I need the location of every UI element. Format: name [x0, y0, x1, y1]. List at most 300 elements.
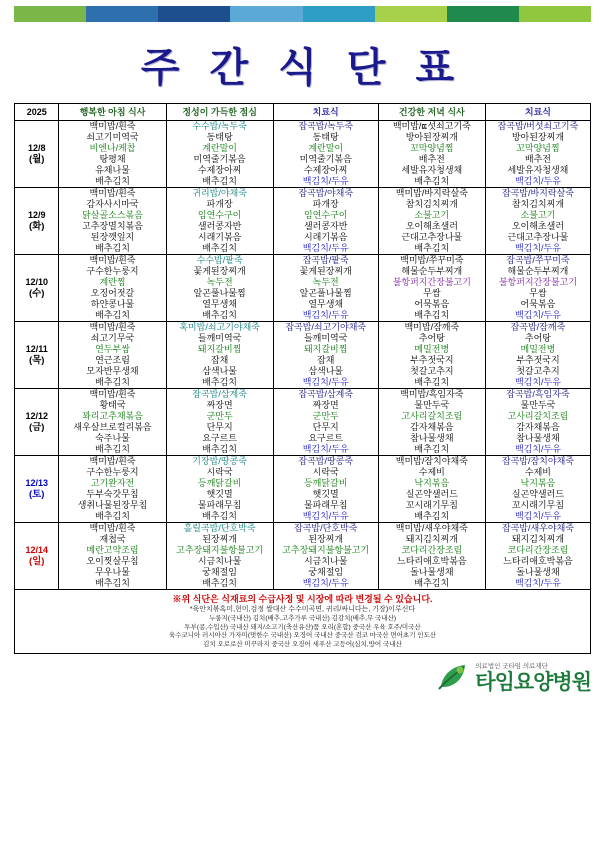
- date-cell: [15, 188, 59, 255]
- menu-item: 소불고기: [520, 210, 556, 220]
- menu-item: 고추장돼지불항불고기: [176, 545, 264, 555]
- menu-item: 짜장면: [206, 400, 233, 410]
- date-cell: [15, 389, 59, 456]
- menu-item: 하얀콩나물: [90, 299, 135, 309]
- menu-item: 단무지: [312, 422, 339, 432]
- menu-item: 닭살골소스볶음: [82, 210, 143, 220]
- menu-item: 꼬막양념찜: [410, 143, 454, 153]
- meal-cell-lunch-therapy: [273, 389, 378, 456]
- meal-cell-breakfast: [59, 523, 166, 590]
- menu-item: 배추김치: [202, 511, 237, 521]
- menu-item: 방아된장찌개: [405, 132, 458, 142]
- meal-cell-dinner: [378, 322, 485, 389]
- table-row: [15, 255, 591, 322]
- menu-item: 잡곡밥/흑임자죽: [506, 389, 570, 399]
- header-dinner-therapy: 치료식: [485, 104, 590, 121]
- menu-item: 임연수구이: [303, 210, 348, 220]
- menu-item: 잡곡밥/바지락살죽: [501, 188, 574, 198]
- menu-item: 계란말이: [202, 143, 237, 153]
- menu-item: 돌나물생채: [410, 567, 454, 577]
- decorative-color-strip: [14, 6, 591, 22]
- menu-item: 첫갈고추지: [516, 366, 560, 376]
- meal-cell-lunch-therapy: [273, 255, 378, 322]
- menu-page: [0, 6, 605, 868]
- origin-line: 누룽지(국내산) 김치(배추,고추가루 국내산) 김감치(배추,무 국내산): [208, 615, 397, 622]
- menu-item: 동태탕: [312, 132, 339, 142]
- menu-item: 잡채: [210, 355, 229, 365]
- menu-item: 새우살브로컬리볶음: [73, 422, 152, 432]
- menu-item: 배추김치: [414, 243, 450, 253]
- date-number: 12/14: [25, 545, 48, 555]
- menu-item: 코다리간장조림: [507, 545, 569, 555]
- menu-item: 수수밥/녹두죽: [192, 121, 247, 131]
- menu-item: 배추김치: [414, 578, 450, 588]
- weekly-menu-table: [14, 103, 591, 590]
- menu-item: 부추젓국지: [410, 355, 454, 365]
- menu-item: 잡곡밥/쇠고기야채죽: [285, 322, 367, 332]
- meal-cell-dinner: [378, 456, 485, 523]
- menu-item: 근대고추장나물: [401, 232, 463, 242]
- menu-item: 배추전: [524, 154, 551, 164]
- menu-item: 감자채볶음: [410, 422, 454, 432]
- menu-item: 백미밥/흰죽: [89, 121, 136, 131]
- menu-item: 시락국: [206, 467, 233, 477]
- menu-item: 궁채절임: [308, 567, 344, 577]
- menu-item: 수제장아찌: [197, 165, 242, 175]
- meal-cell-dinner-therapy: [485, 389, 590, 456]
- origin-line: 투부(콩,수입산) 국내산 돼지/소고기(축산유산)품 오리(혼합) 중국산 우육 호주/미국산: [184, 623, 421, 631]
- menu-item: 백미밥/흰죽: [89, 523, 136, 533]
- menu-item: 백미밥/쭈꾸미죽: [400, 255, 464, 265]
- menu-item: 배추김치: [414, 444, 450, 454]
- header-year: 2025: [15, 104, 59, 121]
- meal-cell-lunch: [166, 322, 273, 389]
- notice-headline: ※위 식단은 식재료의 수급사정 및 시장에 따라 변경될 수 있습니다.: [172, 594, 433, 604]
- menu-item: 돼지갈비찜: [303, 344, 348, 354]
- menu-item: 잡곡밥/땅콩죽: [298, 456, 354, 466]
- menu-item: 무쌈: [423, 288, 441, 298]
- menu-item: 백김치/두유: [514, 444, 561, 454]
- menu-item: 잡곡밥/팥죽: [302, 255, 349, 265]
- menu-item: 백김치/두유: [302, 578, 349, 588]
- date-number: 12/11: [25, 344, 48, 354]
- menu-item: 세발유자청생채: [401, 165, 463, 175]
- menu-item: 잡채: [317, 355, 335, 365]
- menu-item: 된장찌개: [202, 534, 237, 544]
- menu-item: 시락국: [312, 467, 339, 477]
- meal-cell-breakfast: [59, 188, 166, 255]
- menu-item: 꽃게된장찌개: [193, 266, 246, 276]
- menu-item: 동태탕: [206, 132, 233, 142]
- meal-cell-dinner-therapy: [485, 523, 590, 590]
- menu-item: 백김치/두유: [302, 176, 349, 186]
- meal-cell-dinner: [378, 188, 485, 255]
- menu-item: 재첩국: [99, 534, 126, 544]
- meal-cell-lunch-therapy: [273, 188, 378, 255]
- meal-cell-dinner-therapy: [485, 188, 590, 255]
- menu-item: 물만두국: [414, 400, 450, 410]
- menu-item: 배추김치: [95, 310, 130, 320]
- menu-item: 백김치/두유: [514, 310, 561, 320]
- menu-item: 군만두: [206, 411, 233, 421]
- menu-item: 들깨미역국: [197, 333, 242, 343]
- menu-item: 햇깃멸: [312, 489, 339, 499]
- menu-item: 배추김치: [95, 176, 130, 186]
- menu-item: 홀릴곡밥/단호박죽: [183, 523, 256, 533]
- date-number: 12/12: [25, 411, 48, 421]
- menu-item: 잡곡밥/잠치야채죽: [501, 456, 574, 466]
- menu-item: 코다리간장조림: [401, 545, 463, 555]
- menu-item: 궁채절임: [202, 567, 237, 577]
- menu-item: 방아된장찌개: [511, 132, 565, 142]
- menu-item: 단무지: [206, 422, 233, 432]
- strip-segment-8: [519, 6, 591, 22]
- date-weekday: (토): [28, 489, 45, 500]
- menu-item: 백김치/두유: [514, 176, 561, 186]
- menu-item: 꼬시래기무침: [511, 500, 565, 510]
- meal-cell-breakfast: [59, 322, 166, 389]
- menu-item: 백김치/두유: [302, 511, 349, 521]
- menu-item: 배추김치: [414, 310, 450, 320]
- menu-item: 샐러콩자반: [303, 221, 348, 231]
- menu-item: 샐러콩자반: [197, 221, 242, 231]
- meal-cell-dinner-therapy: [485, 456, 590, 523]
- menu-item: 오이해초샐러: [511, 221, 565, 231]
- menu-item: 소불고기: [414, 210, 450, 220]
- menu-item: 요구르트: [308, 433, 344, 443]
- menu-item: 물파래무침: [197, 500, 242, 510]
- menu-item: 백미밥/잠치야채죽: [395, 456, 468, 466]
- menu-item: 잡곡밥/녹두죽: [298, 121, 354, 131]
- menu-item: 시래기볶음: [303, 232, 348, 242]
- menu-item: 꽈리고추채볶음: [82, 411, 143, 421]
- date-weekday: (목): [28, 355, 45, 366]
- origin-line: 육수코니아 러시아산 가자미(멋한수 국내산) 오징어 국내산 중국산 검코 마국산 면어초기 인도산: [168, 632, 437, 639]
- menu-item: 녹두전: [312, 277, 339, 287]
- menu-item: 메란고약조림: [86, 545, 139, 555]
- menu-item: 어묵볶음: [414, 299, 450, 309]
- date-cell: [15, 523, 59, 590]
- table-row: [15, 121, 591, 188]
- menu-item: 숙주나물: [95, 433, 130, 443]
- meal-cell-dinner: [378, 389, 485, 456]
- table-header-row: [15, 104, 591, 121]
- menu-item: 돌나물생채: [516, 567, 560, 577]
- menu-item: 고사리갈치조림: [401, 411, 463, 421]
- date-number: 12/9: [27, 210, 46, 220]
- menu-item: 배추김치: [202, 310, 237, 320]
- notice-subline: *육안치볶혹미,현미,검정 쌀대산 수수미곡면, 귀리/싸니다는, 기장)이루신다: [189, 606, 416, 613]
- menu-item: 귀리밥/야채죽: [192, 188, 247, 198]
- menu-item: 잡곡밥/쭈꾸미죽: [506, 255, 570, 265]
- menu-item: 백미밥/흰죽: [89, 255, 136, 265]
- menu-item: 백김치/두유: [302, 243, 349, 253]
- menu-item: 잡곡밥/야채죽: [298, 188, 354, 198]
- menu-item: 시금치나물: [197, 556, 242, 566]
- date-cell: [15, 121, 59, 188]
- menu-item: 모자반무생채: [86, 366, 139, 376]
- menu-item: 낙지볶음: [414, 478, 450, 488]
- menu-item: 배추김치: [202, 176, 237, 186]
- menu-item: 꽃게된장찌개: [299, 266, 352, 276]
- notice-box: [14, 590, 591, 654]
- menu-item: 근대고추장나물: [507, 232, 569, 242]
- date-cell: [15, 456, 59, 523]
- menu-item: 부추젓국지: [516, 355, 560, 365]
- menu-item: 백미밥/흰죽: [89, 322, 136, 332]
- menu-item: 백미밥/흰죽: [89, 389, 136, 399]
- date-weekday: (일): [28, 556, 45, 567]
- hospital-logo: [435, 660, 591, 694]
- menu-item: 물파래무침: [303, 500, 348, 510]
- menu-item: 백김치/두유: [514, 511, 561, 521]
- logo-subtitle: 의료법인 굿타임 의료재단: [475, 662, 548, 670]
- table-row: [15, 322, 591, 389]
- menu-item: 미역줄기볶음: [299, 154, 352, 164]
- menu-item: 짜장면: [312, 400, 339, 410]
- menu-item: 고기완자전: [90, 478, 135, 488]
- menu-item: 오이해초샐러: [405, 221, 458, 231]
- header-lunch: 정성이 가득한 점심: [166, 104, 273, 121]
- menu-item: 고사리갈치조림: [507, 411, 569, 421]
- menu-item: 파개장: [206, 199, 233, 209]
- menu-item: 두부숙갓무침: [86, 489, 139, 499]
- menu-item: 배추김치: [202, 444, 237, 454]
- menu-item: 배추김치: [414, 176, 450, 186]
- strip-segment-7: [447, 6, 519, 22]
- menu-item: 느타리애호박볶음: [397, 556, 467, 566]
- menu-item: 고추장돼지불항불고기: [282, 545, 370, 555]
- meal-cell-lunch: [166, 121, 273, 188]
- table-row: [15, 456, 591, 523]
- menu-item: 배추김치: [202, 578, 237, 588]
- date-weekday: (금): [28, 422, 45, 433]
- menu-item: 기장밥/땅콩죽: [192, 456, 247, 466]
- menu-item: 혹미밥/쇠고기야채죽: [179, 322, 260, 332]
- menu-item: 실곤약샐러드: [511, 489, 565, 499]
- menu-item: 잡곡밥/삼계죽: [298, 389, 354, 399]
- meal-cell-lunch-therapy: [273, 523, 378, 590]
- menu-item: 시금치나물: [303, 556, 348, 566]
- menu-item: 고추장멸치볶음: [82, 221, 143, 231]
- meal-cell-breakfast: [59, 389, 166, 456]
- menu-item: 느타리애호박볶음: [503, 556, 573, 566]
- menu-item: 어묵볶음: [520, 299, 556, 309]
- menu-item: 참치김치찌개: [511, 199, 565, 209]
- menu-item: 구수한누룽지: [86, 467, 139, 477]
- menu-item: 감자사시마국: [86, 199, 139, 209]
- menu-item: 수제비: [524, 467, 551, 477]
- menu-item: 생취나물된장무침: [77, 500, 148, 510]
- menu-item: 잡곡밥/삼계죽: [192, 389, 247, 399]
- table-head: [15, 104, 591, 121]
- menu-item: 유채나물: [95, 165, 130, 175]
- strip-segment-6: [375, 6, 447, 22]
- menu-item: 불항퍼지간장불고기: [498, 277, 578, 287]
- meal-cell-lunch: [166, 188, 273, 255]
- menu-item: 참나물생채: [516, 433, 560, 443]
- menu-item: 된장찌개: [308, 534, 344, 544]
- date-weekday: (월): [28, 154, 45, 165]
- menu-item: 삼색나물: [308, 366, 344, 376]
- menu-item: 수수밥/팥죽: [196, 255, 243, 265]
- menu-item: 해물순두부찌개: [507, 266, 569, 276]
- menu-item: 수제비: [418, 467, 445, 477]
- menu-item: 백김치/두유: [302, 310, 349, 320]
- menu-item: 열무생채: [308, 299, 344, 309]
- menu-item: 배추김치: [95, 511, 130, 521]
- menu-item: 알곤풀나물찜: [193, 288, 246, 298]
- menu-item: 잡곡밥/단호박죽: [294, 523, 358, 533]
- menu-item: 배추김치: [95, 377, 130, 387]
- strip-segment-3: [158, 6, 230, 22]
- meal-cell-breakfast: [59, 255, 166, 322]
- meal-cell-lunch-therapy: [273, 121, 378, 188]
- menu-item: 백김치/두유: [514, 243, 561, 253]
- strip-segment-5: [303, 6, 375, 22]
- menu-item: 감자채볶음: [516, 422, 560, 432]
- date-weekday: (수): [28, 288, 45, 299]
- strip-segment-1: [14, 6, 86, 22]
- menu-item: 백미밥/잠깨죽: [404, 322, 460, 332]
- menu-item: 오징어젓갈: [90, 288, 135, 298]
- menu-item: 첫갈고추지: [410, 366, 454, 376]
- menu-item: 파개장: [312, 199, 339, 209]
- menu-item: 메밀전병: [520, 344, 556, 354]
- menu-item: 추어탕: [524, 333, 551, 343]
- menu-item: 녹두전: [206, 277, 233, 287]
- menu-item: 계란찜: [99, 277, 126, 287]
- logo-title: 타임요양병원: [475, 669, 591, 694]
- menu-item: 군만두: [312, 411, 339, 421]
- header-dinner: 건강한 저녁 식사: [378, 104, 485, 121]
- date-cell: [15, 255, 59, 322]
- menu-item: 잡곡밥/버섯쇠고기죽: [497, 121, 579, 131]
- menu-item: 추어탕: [418, 333, 445, 343]
- date-number: 12/13: [25, 478, 48, 488]
- menu-item: 된장깻잎지: [90, 232, 135, 242]
- menu-item: 연근조림: [95, 355, 130, 365]
- menu-item: 백미밥/흑임자죽: [400, 389, 464, 399]
- menu-item: 물만두국: [520, 400, 556, 410]
- menu-item: 백김치/두유: [514, 578, 561, 588]
- date-number: 12/8: [27, 143, 46, 153]
- meal-cell-lunch: [166, 523, 273, 590]
- menu-item: 등깨닭갈비: [303, 478, 348, 488]
- date-number: 12/10: [25, 277, 48, 287]
- menu-item: 꼬시래기무침: [405, 500, 458, 510]
- footer: [14, 660, 591, 706]
- menu-item: 탕평채: [99, 154, 126, 164]
- menu-item: 시래기볶음: [197, 232, 242, 242]
- menu-item: 들깨미역국: [303, 333, 348, 343]
- menu-item: 배추김치: [202, 377, 237, 387]
- page-title-wrap: [0, 36, 605, 93]
- menu-item: 백미밥/바지락살죽: [395, 188, 468, 198]
- menu-item: 쇠고기무국: [90, 333, 135, 343]
- header-breakfast: 행복한 아침 식사: [59, 104, 166, 121]
- menu-item: 꼬막양념찜: [516, 143, 560, 153]
- menu-item: 백미밥/흰죽: [89, 456, 136, 466]
- header-lunch-therapy: 치료식: [273, 104, 378, 121]
- meal-cell-lunch: [166, 389, 273, 456]
- menu-item: 낙지볶음: [520, 478, 556, 488]
- meal-cell-dinner-therapy: [485, 322, 590, 389]
- menu-item: 백김치/두유: [302, 444, 349, 454]
- menu-item: 쇠고기미역국: [86, 132, 139, 142]
- menu-item: 수제장아찌: [303, 165, 348, 175]
- menu-item: 무쌈: [529, 288, 547, 298]
- menu-item: 백미밥/ແ섯쇠고기죽: [392, 121, 471, 131]
- menu-item: 연두부쌈: [95, 344, 130, 354]
- menu-item: 배추김치: [95, 578, 130, 588]
- table-row: [15, 188, 591, 255]
- menu-item: 백미밥/새우야채죽: [395, 523, 468, 533]
- meal-cell-breakfast: [59, 121, 166, 188]
- menu-item: 등깨닭갈비: [197, 478, 242, 488]
- menu-item: 잡곡밥/잠깨죽: [510, 322, 566, 332]
- meal-cell-dinner: [378, 255, 485, 322]
- menu-item: 임연수구이: [197, 210, 242, 220]
- meal-cell-lunch-therapy: [273, 456, 378, 523]
- menu-item: 배추김치: [95, 444, 130, 454]
- origin-info: [19, 614, 586, 649]
- meal-cell-lunch-therapy: [273, 322, 378, 389]
- leaf-icon: [435, 660, 469, 694]
- menu-item: 돼지갈비찜: [197, 344, 242, 354]
- menu-item: 백김치/두유: [302, 377, 349, 387]
- menu-item: 무우나물: [95, 567, 130, 577]
- menu-item: 배추김치: [414, 511, 450, 521]
- menu-item: 황태국: [99, 400, 126, 410]
- table-body: [15, 121, 591, 590]
- menu-item: 비엔나/케찹: [89, 143, 136, 153]
- menu-item: 햇깃멸: [206, 489, 233, 499]
- menu-item: 불항퍼지간장불고기: [392, 277, 471, 287]
- menu-item: 실곤약샐러드: [405, 489, 458, 499]
- menu-item: 돼지김치찌개: [511, 534, 565, 544]
- menu-item: 배추김치: [95, 243, 130, 253]
- menu-item: 구수한누룽지: [86, 266, 139, 276]
- menu-item: 세발유자청생채: [507, 165, 569, 175]
- menu-item: 메밀전병: [414, 344, 450, 354]
- meal-cell-breakfast: [59, 456, 166, 523]
- date-cell: [15, 322, 59, 389]
- table-row: [15, 523, 591, 590]
- meal-cell-lunch: [166, 255, 273, 322]
- menu-item: 요구르트: [202, 433, 237, 443]
- menu-item: 참나물생채: [410, 433, 454, 443]
- table-row: [15, 389, 591, 456]
- menu-item: 참치김치찌개: [405, 199, 458, 209]
- menu-item: 돼지김치찌개: [405, 534, 458, 544]
- origin-line: 김치 오로로산 미꾸라지 중국산 오징어 세푸산 고등어(심치,방어 국내산: [203, 640, 402, 648]
- menu-item: 계란말이: [308, 143, 344, 153]
- strip-segment-2: [86, 6, 158, 22]
- strip-segment-4: [230, 6, 302, 22]
- menu-item: 배추김치: [202, 243, 237, 253]
- meal-cell-dinner: [378, 121, 485, 188]
- menu-item: 배추김치: [414, 377, 450, 387]
- menu-item: 미역줄기볶음: [193, 154, 246, 164]
- menu-item: 잡곡밥/새우야채죽: [501, 523, 574, 533]
- menu-item: 오이찟살무침: [86, 556, 139, 566]
- logo-text: [475, 662, 591, 693]
- menu-item: 알곤풀나물찜: [299, 288, 352, 298]
- menu-item: 백김치/두유: [514, 377, 561, 387]
- date-weekday: (화): [28, 221, 45, 232]
- meal-cell-dinner-therapy: [485, 121, 590, 188]
